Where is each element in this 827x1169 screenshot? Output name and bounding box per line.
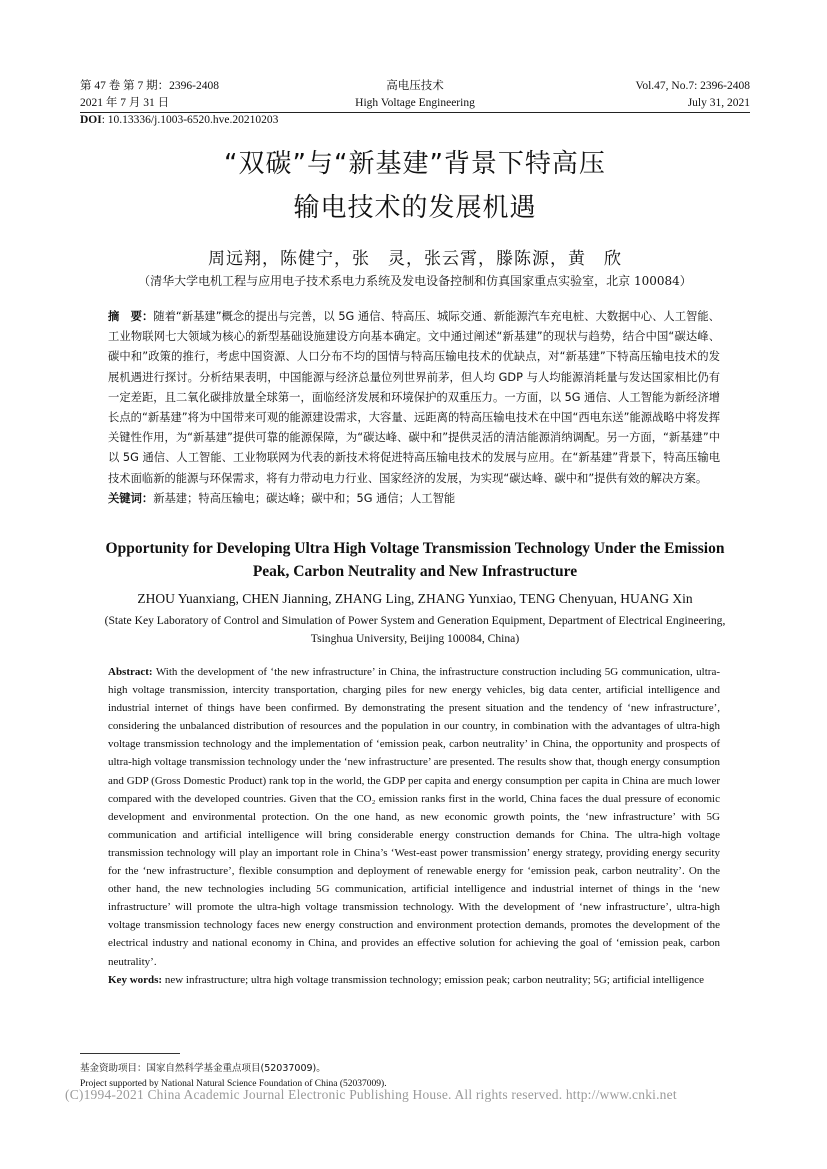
header-journal-en: High Voltage Engineering <box>355 97 475 109</box>
keywords-en-text: new infrastructure; ultra high voltage transmission technology; emission peak; carbon neutrality; 5G; artificial intelligence <box>164 973 704 986</box>
doi-line <box>80 114 278 126</box>
affiliation-en-line-2: Tsinghua University, Beijing 100084, China) <box>310 632 520 645</box>
title-en-line-1: Opportunity for Developing Ultra High Voltage Transmission Technology Under the Emission <box>105 540 725 557</box>
header-volume-en: Vol.47, No.7: 2396-2408 <box>635 80 750 92</box>
doi-value: : 10.13336/j.1003-6520.hve.20210203 <box>101 114 279 126</box>
header-date-cn: 2021 年 7 月 31 日 <box>80 97 170 109</box>
keywords-cn-label: 关键词： <box>108 491 154 505</box>
keywords-cn-text: 新基建；特高压输电；碳达峰；碳中和；5G 通信；人工智能 <box>153 491 456 505</box>
abstract-cn-text: 随着“新基建”概念的提出与完善，以 5G 通信、特高压、城际交通、新能源汽车充电桩、大数据中心、人工智能、工业物联网七大领域为核心的新型基础设施建设方向基本确定。文中通过阐述“新基建”的现状与趋势，结合中国“碳达峰、碳中和”政策的推行，考虑中国资源、人口分布不均的国情与特高压输电技术的优缺点，对“新基建”下特高压输电技术的发展机遇进行探讨。分析结果表明，中国能源与经济总量位列世界前茅，但人均 GDP 与人均能源消耗量与发达国家相比仍有一定差距，且二氧化碳排放量全球第一，面临经济发展和环境保护的双重压力。一方面，以 5G 通信、人工智能为新经济增长点的“新基建”将为中国带来可观的能源建设需求，大容量、远距离的特高压输电技术在中国“西电东送”能源战略中将发挥关键性作用，为“新基建”提供可靠的能源保障，为“碳达峰、碳中和”提供灵活的清洁能源消纳调配。另一方面，“新基建”中以 5G 通信、人工智能、工业物联网为代表的新技术将促进特高压输电技术的发展与应用。在“新基建”背景下，特高压输电技术面临新的能源与环保需求，将有力带动电力行业、国家经济的发展，为实现“碳达峰、碳中和”提供有效的解决方案。 <box>108 310 720 485</box>
affiliation-en <box>80 612 750 648</box>
header-row-1 <box>80 78 750 95</box>
affiliation-en-line-1: (State Key Laboratory of Control and Simulation of Power System and Generation Equipment, Department of Electrical Engineering, <box>104 614 726 627</box>
keywords-en-label: Key words: <box>108 973 163 986</box>
page-title-en <box>80 537 750 583</box>
cnki-watermark: (C)1994-2021 China Academic Journal Electronic Publishing House. All rights reserved. http://www.cnki.net <box>65 1087 677 1102</box>
title-en-line-2: Peak, Carbon Neutrality and New Infrastructure <box>252 563 578 580</box>
footnote-rule <box>80 1053 180 1054</box>
header-volume-cn: 第 47 卷 第 7 期：2396-2408 <box>80 80 219 92</box>
authors-cn: 周远翔，陈健宁，张 灵，张云霄，滕陈源，黄 欣 <box>208 249 622 269</box>
abstract-cn-label: 摘 要： <box>108 310 154 323</box>
header-row-2 <box>80 95 750 112</box>
abstract-en <box>108 663 720 989</box>
title-cn-line-2: 输电技术的发展机遇 <box>293 193 537 223</box>
affiliation-cn: （清华大学电机工程与应用电子技术系电力系统及发电设备控制和仿真国家重点实验室，北京 100084） <box>138 274 692 288</box>
funding-en: Project supported by National Natural Science Foundation of China (52037009). <box>80 1079 387 1089</box>
running-header <box>80 78 750 112</box>
header-journal-cn: 高电压技术 <box>386 80 444 92</box>
abstract-en-label: Abstract: <box>108 666 153 678</box>
abstract-en-text: With the development of ‘the new infrastructure’ in China, the infrastructure construction including 5G communication, ultra-high voltage transmission, intercity transportation, charging piles for new energy vehicles, big data center, artificial intelligence and industrial internet of things have been confirmed. By demonstrating the present situation and the tendency of ‘new infrastructure’, considering the unbalanced distribution of resources and the population in our country, in combination with the advantages of ultra-high voltage transmission technology and the implementation of ‘emission peak, carbon neutrality’ in China, the opportunity and prospects of ultra-high voltage transmission technology under the ‘new infrastructure’ are presented. The results show that, though energy consumption and GDP (Gross Domestic Product) rank top in the world, the GDP per capita and energy consumption per capita in China are much lower compared with the developed countries. Given that the CO₂ emission ranks first in the world, China faces the dual pressure of economic development and environmental protection. On the one hand, as new economic growth points, the ‘new infrastructure’ with 5G communication and artificial intelligence will bring considerable energy construction demands for China. The ultra-high voltage transmission technology will play an important role in China’s ‘West-east power transmission’ energy strategy, providing energy security for the ‘new infrastructure’, flexible consumption and deployment of renewable energy for ‘emission peak, carbon neutrality’. On the other hand, the new technologies including 5G communication, artificial intelligence and industrial internet of things in the ‘new infrastructure’ will promote the ultra-high voltage transmission technology. With the development of ‘new infrastructure’, ultra-high voltage transmission technology faces new energy construction and environment protection demands, promotes the development of the electrical industry and national economy in China, and provides an effective solution for achieving the goal of ‘emission peak, carbon neutrality’. <box>108 666 720 968</box>
authors-en: ZHOU Yuanxiang, CHEN Jianning, ZHANG Ling, ZHANG Yunxiao, TENG Chenyuan, HUANG Xin <box>137 591 693 606</box>
doi-label: DOI <box>80 114 102 126</box>
header-rule <box>80 112 750 113</box>
title-cn-line-1: “双碳”与“新基建”背景下特高压 <box>224 149 606 179</box>
header-date-en: July 31, 2021 <box>687 97 750 109</box>
funding-cn: 基金资助项目：国家自然科学基金重点项目(52037009)。 <box>80 1063 326 1074</box>
abstract-cn <box>108 307 720 509</box>
page-title-cn <box>80 142 750 230</box>
